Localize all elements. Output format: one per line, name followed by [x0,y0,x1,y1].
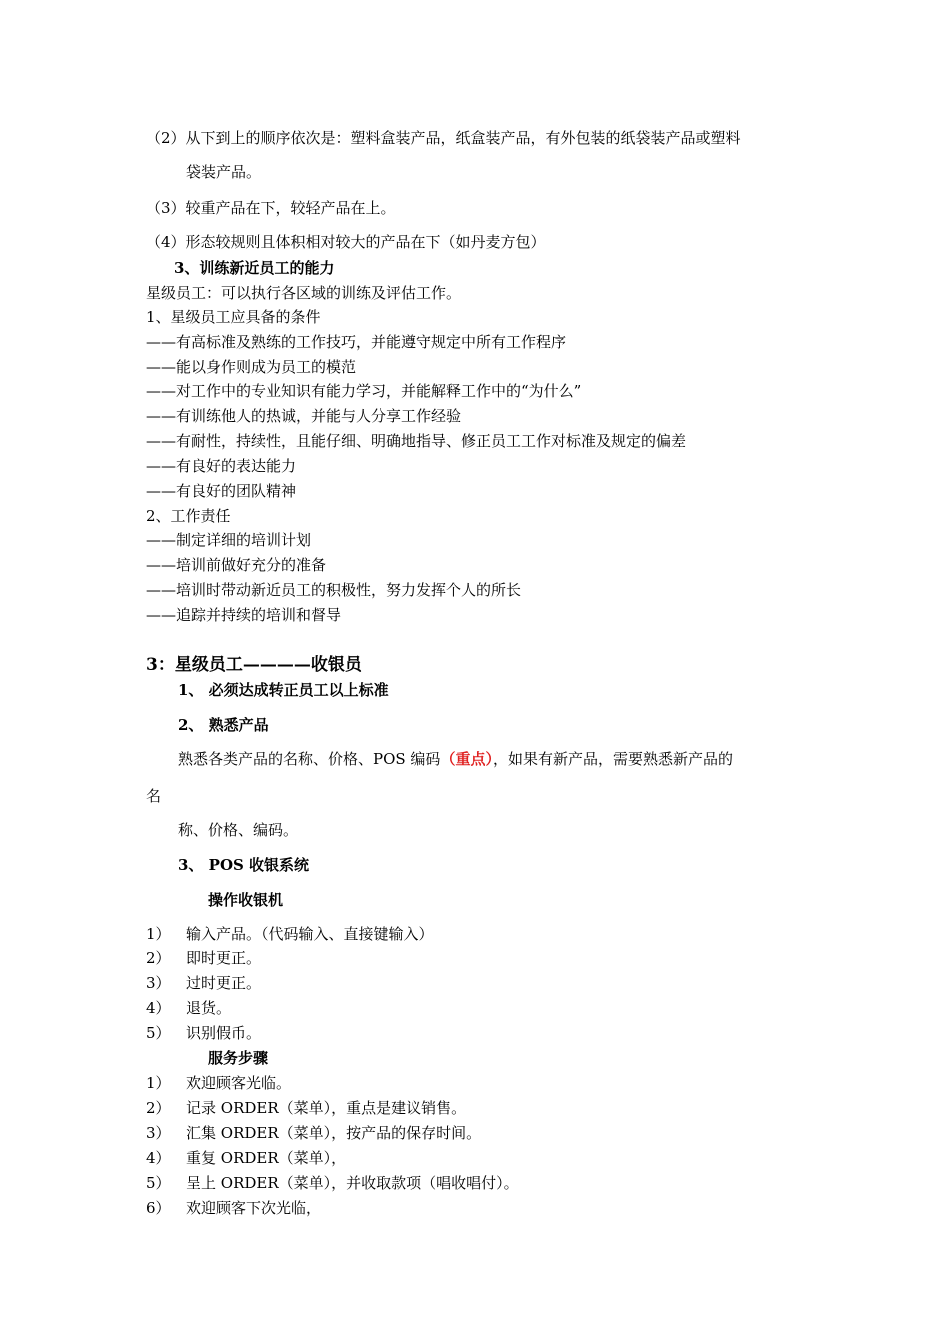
step-number: 4） [146,1149,171,1167]
service-step [146,1148,346,1168]
stacking-rule-3: （3）较重产品在下，较轻产品在上。 [146,199,396,217]
product-text-line-3: 称、价格、编码。 [178,821,299,839]
stacking-rule-2-line-1: （2）从下到上的顺序依次是：塑料盒装产品，纸盒装产品，有外包装的纸袋装产品或塑料 [146,129,741,147]
service-step [146,1098,466,1118]
cashier-sub-2: 2、 熟悉产品 [178,716,269,734]
step-number: 5） [146,1174,171,1192]
duties-title: 2、工作责任 [146,507,231,525]
step-text: 退货。 [186,999,232,1017]
step-text: 呈上 ORDER（菜单），并收取款项（唱收唱付）。 [186,1174,519,1192]
step-text: 欢迎顾客下次光临， [186,1199,322,1217]
step-number: 4） [146,999,171,1017]
step-number: 2） [146,949,171,967]
operate-step [146,973,261,993]
service-step [146,1123,481,1143]
operate-title: 操作收银机 [208,891,284,909]
condition-item: ——有训练他人的热诚，并能与人分享工作经验 [146,407,462,425]
step-number: 3） [146,974,171,992]
duty-item: ——培训时带动新近员工的积极性，努力发挥个人的所长 [146,581,522,599]
training-intro: 星级员工：可以执行各区域的训练及评估工作。 [146,284,462,302]
step-number: 5） [146,1024,171,1042]
operate-step [146,924,434,944]
condition-item: ——有高标准及熟练的工作技巧，并能遵守规定中所有工作程序 [146,333,567,351]
training-heading: 3、训练新近员工的能力 [174,259,335,277]
duty-item: ——制定详细的培训计划 [146,531,312,549]
service-step [146,1198,321,1218]
step-text: 记录 ORDER（菜单），重点是建议销售。 [186,1099,467,1117]
step-text: 欢迎顾客光临。 [186,1074,292,1092]
stacking-rule-2-line-2: 袋装产品。 [186,163,262,181]
step-text: 识别假币。 [186,1024,262,1042]
service-title: 服务步骤 [208,1049,269,1067]
cashier-sub-3: 3、 POS 收银系统 [178,856,310,874]
condition-item: ——对工作中的专业知识有能力学习，并能解释工作中的“为什么” [146,382,582,400]
cashier-sub-1: 1、 必须达成转正员工以上标准 [178,681,389,699]
step-number: 3） [146,1124,171,1142]
step-text: 重复 ORDER（菜单）， [186,1149,347,1167]
operate-step [146,948,261,968]
step-number: 2） [146,1099,171,1117]
step-text: 汇集 ORDER（菜单），按产品的保存时间。 [186,1124,482,1142]
service-step [146,1073,291,1093]
key-point-highlight: （重点） [440,750,493,768]
step-text: 输入产品。（代码输入、直接键输入） [186,925,434,943]
service-step [146,1173,519,1193]
condition-item: ——能以身作则成为员工的模范 [146,358,357,376]
product-text-line-1 [178,749,733,769]
operate-step [146,998,231,1018]
product-text-b: ，如果有新产品，需要熟悉新产品的 [492,750,733,768]
operate-step [146,1023,261,1043]
condition-item: ——有良好的团队精神 [146,482,297,500]
step-number: 1） [146,1074,171,1092]
product-text-wrap: 名 [146,787,162,805]
condition-item: ——有耐性，持续性，且能仔细、明确地指导、修正员工工作对标准及规定的偏差 [146,432,687,450]
stacking-rule-4: （4）形态较规则且体积相对较大的产品在下（如丹麦方包） [146,233,546,251]
duty-item: ——培训前做好充分的准备 [146,556,327,574]
conditions-title: 1、星级员工应具备的条件 [146,308,321,326]
step-text: 即时更正。 [186,949,262,967]
step-number: 6） [146,1199,171,1217]
cashier-heading: 3：星级员工————收银员 [146,655,362,675]
step-text: 过时更正。 [186,974,262,992]
product-text-a: 熟悉各类产品的名称、价格、POS 编码 [178,750,441,768]
duty-item: ——追踪并持续的培训和督导 [146,606,342,624]
step-number: 1） [146,925,171,943]
condition-item: ——有良好的表达能力 [146,457,297,475]
